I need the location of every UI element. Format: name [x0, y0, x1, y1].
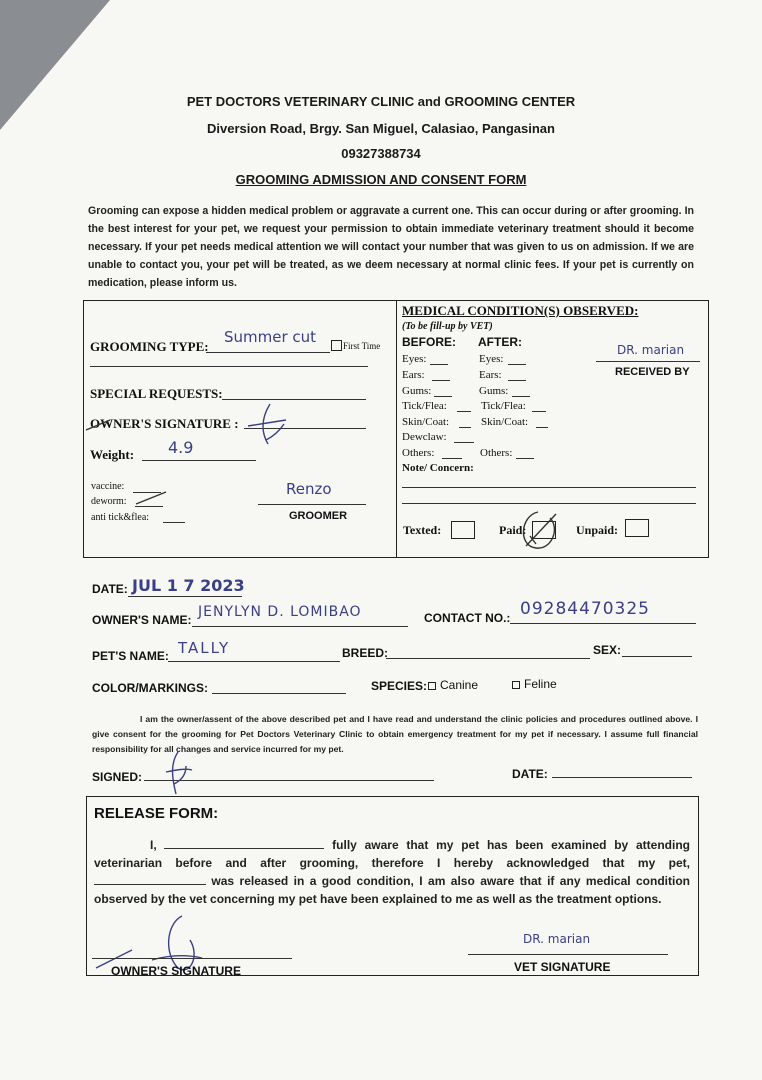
release-text-2: fully aware that my pet has been examined by attending veterinarian before and after grooming, therefore I hereby acknowledged that my pet,	[94, 838, 690, 870]
intro-paragraph: Grooming can expose a hidden medical problem or aggravate a current one. This can occur during or after grooming. In the best interest for your pet, we request your permission to obtain immediate veterinary treatment should it become necessary. If your pet needs medical attention we will contact your number that was given to us on admission. If we are unable to contact you, your pet will be treated, as we deem necessary at normal clinic fees. If your pet is currently on medication, please inform us.	[88, 205, 694, 289]
after-item: Gums:	[479, 385, 509, 397]
pet-name-line	[168, 661, 340, 662]
sex-line[interactable]	[622, 656, 692, 657]
weight-label: Weight:	[90, 447, 135, 462]
before-line[interactable]	[459, 427, 471, 428]
before-item: Gums:	[402, 385, 432, 397]
before-item: Ears:	[402, 369, 425, 381]
release-text-3: was released in a good condition, I am also aware that if any medical condition observed by the vet concerning my pet have been explained to me as well as the treatment options.	[94, 874, 690, 906]
note-line[interactable]	[402, 503, 696, 504]
medical-title: MEDICAL CONDITION(S) OBSERVED:	[402, 303, 639, 318]
owner-signature-release-line[interactable]	[92, 958, 292, 959]
folded-corner	[0, 0, 110, 130]
canine-checkbox[interactable]	[428, 682, 436, 690]
antitick-line[interactable]	[163, 522, 185, 523]
pet-name-value[interactable]: TALLY	[178, 639, 231, 657]
before-item: Skin/Coat:	[402, 416, 450, 428]
deworm-label: deworm:	[91, 496, 127, 507]
date-line	[128, 596, 242, 597]
before-line[interactable]	[442, 458, 462, 459]
owner-name-value[interactable]: JENYLYN D. LOMIBAO	[198, 604, 362, 620]
sex-label: SEX:	[593, 643, 622, 657]
paid-check-mark-icon	[512, 506, 564, 554]
groomer-label: GROOMER	[289, 510, 348, 522]
contact-value[interactable]: 09284470325	[520, 599, 650, 619]
after-line[interactable]	[532, 411, 546, 412]
after-line[interactable]	[516, 458, 534, 459]
vet-signature-line[interactable]	[468, 954, 668, 955]
date-stamp: JUL 1 7 2023	[132, 576, 245, 595]
weight-value[interactable]: 4.9	[168, 438, 194, 457]
owner-signature-mark-icon	[240, 400, 300, 450]
species-label: SPECIES:	[371, 679, 428, 693]
feline-checkbox[interactable]	[512, 681, 520, 689]
release-paragraph	[94, 836, 690, 908]
vaccine-label: vaccine:	[91, 481, 125, 492]
received-by-line	[596, 361, 700, 362]
before-line[interactable]	[430, 364, 448, 365]
before-item: Tick/Flea:	[402, 400, 447, 412]
color-line[interactable]	[212, 693, 346, 694]
after-line[interactable]	[508, 380, 526, 381]
owner-signature-label: OWNER'S SIGNATURE :	[90, 416, 239, 431]
after-item: Skin/Coat:	[481, 416, 529, 428]
signed-date-label: DATE:	[512, 767, 548, 781]
deworm-line[interactable]	[135, 506, 163, 507]
before-line[interactable]	[434, 396, 452, 397]
after-item: Ears:	[479, 369, 502, 381]
unpaid-checkbox[interactable]	[625, 519, 649, 537]
release-text-1: I,	[150, 838, 157, 852]
clinic-address: Diversion Road, Brgy. San Miguel, Calasiao, Pangasinan	[207, 121, 555, 136]
signed-mark-icon	[160, 748, 196, 798]
contact-line	[510, 623, 696, 624]
release-vet-name: DR. marian	[523, 932, 591, 946]
before-item: Others:	[402, 447, 435, 459]
grooming-type-value[interactable]: Summer cut	[224, 328, 317, 346]
before-item: Dewclaw:	[402, 431, 447, 443]
after-line[interactable]	[512, 396, 530, 397]
box-divider	[396, 300, 397, 557]
release-owner-signature-label: OWNER'S SIGNATURE	[111, 964, 241, 978]
paid-label: Paid:	[499, 523, 527, 537]
canine-label: Canine	[440, 678, 479, 692]
before-line[interactable]	[457, 411, 471, 412]
breed-line[interactable]	[386, 658, 590, 659]
before-label: BEFORE:	[402, 335, 456, 349]
after-line[interactable]	[508, 364, 526, 365]
before-item: Eyes:	[402, 353, 427, 365]
deworm-check-icon	[134, 488, 170, 506]
medical-subtitle: (To be fill-up by VET)	[402, 321, 493, 332]
release-pet-line[interactable]	[94, 874, 206, 885]
pet-name-label: PET'S NAME:	[92, 649, 169, 663]
note-label: Note/ Concern:	[402, 462, 474, 474]
after-item: Eyes:	[479, 353, 504, 365]
groomer-line	[258, 504, 366, 505]
strike-mark-icon	[84, 416, 114, 432]
release-owner-line[interactable]	[164, 838, 324, 849]
contact-label: CONTACT NO.:	[424, 611, 511, 625]
owner-name-label: OWNER'S NAME:	[92, 613, 192, 627]
special-requests-label: SPECIAL REQUESTS:	[90, 386, 223, 401]
breed-label: BREED:	[342, 646, 389, 660]
after-item: Others:	[480, 447, 513, 459]
date-label: DATE:	[92, 582, 128, 596]
grooming-type-line	[206, 352, 330, 353]
first-time-label: First Time	[343, 341, 381, 351]
signed-label: SIGNED:	[92, 770, 143, 784]
release-title: RELEASE FORM:	[94, 805, 219, 822]
owner-name-line	[192, 626, 408, 627]
unpaid-label: Unpaid:	[576, 523, 619, 537]
vet-signature-label: VET SIGNATURE	[514, 960, 611, 974]
before-line[interactable]	[432, 380, 450, 381]
weight-line	[142, 460, 256, 461]
received-by-label: RECEIVED BY	[615, 366, 690, 378]
color-label: COLOR/MARKINGS:	[92, 681, 208, 695]
clinic-phone: 09327388734	[341, 146, 421, 161]
after-label: AFTER:	[478, 335, 522, 349]
feline-label: Feline	[524, 677, 557, 691]
antitick-label: anti tick&flea:	[91, 512, 150, 523]
after-line[interactable]	[536, 427, 548, 428]
consent-paragraph: I am the owner/assent of the above described pet and I have read and understand the clinic policies and procedures outlined above. I give consent for the grooming for Pet Doctors Veterinary Clinic to obtain emergency treatment for my pet if necessary. I assume full financial responsibility for all changes and service incurred for my pet.	[92, 714, 698, 754]
texted-label: Texted:	[403, 523, 442, 537]
texted-checkbox[interactable]	[451, 521, 475, 539]
grooming-type-label: GROOMING TYPE:	[90, 339, 209, 354]
after-item: Tick/Flea:	[481, 400, 526, 412]
note-line[interactable]	[402, 487, 696, 488]
received-by-name: DR. marian	[617, 343, 685, 357]
groomer-name: Renzo	[286, 480, 332, 498]
grooming-type-line-2	[90, 366, 368, 367]
first-time-checkbox[interactable]	[331, 340, 342, 351]
signed-date-line[interactable]	[552, 777, 692, 778]
before-line[interactable]	[454, 442, 474, 443]
form-title: GROOMING ADMISSION AND CONSENT FORM	[235, 172, 527, 187]
clinic-name: PET DOCTORS VETERINARY CLINIC and GROOMING CENTER	[186, 94, 576, 109]
